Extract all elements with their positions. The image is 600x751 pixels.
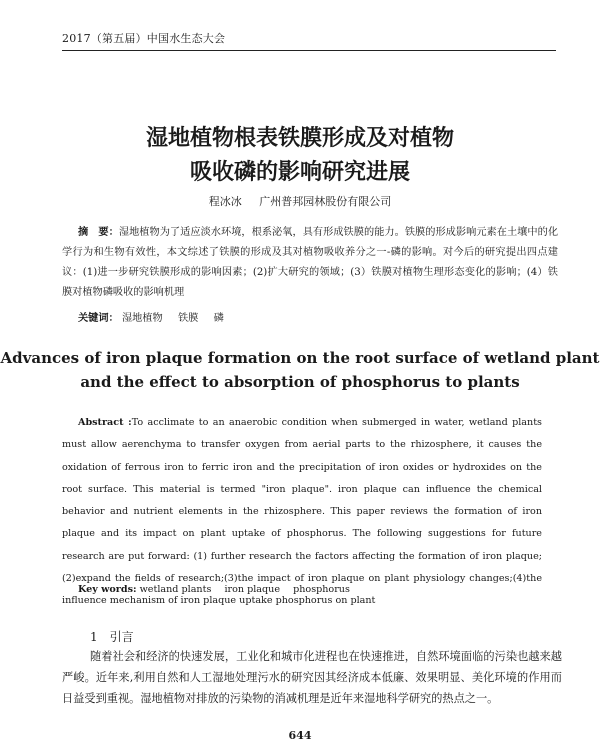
chinese-title (0, 121, 600, 189)
english-abstract-label: Abstract : (78, 417, 132, 428)
running-header: 2017（第五届）中国水生态大会 (62, 32, 226, 45)
english-keyword: iron plaque (224, 584, 281, 595)
chinese-title-line-1: 湿地植物根表铁膜形成及对植物 (145, 125, 454, 151)
english-keywords (78, 584, 360, 595)
author-line (0, 193, 600, 209)
english-title-line-1: Advances of iron plaque formation on the root surface of wetland plant (0, 349, 600, 367)
chinese-keyword: 铁膜 (178, 313, 199, 324)
header-rule (62, 50, 556, 51)
section-number: 1 (90, 630, 98, 644)
chinese-abstract (62, 222, 558, 303)
english-abstract (62, 412, 542, 613)
chinese-abstract-label: 摘 要： (78, 226, 119, 238)
chinese-title-line-2: 吸收磷的影响研究进展 (189, 159, 410, 185)
chinese-keyword: 湿地植物 (122, 313, 163, 324)
introduction-paragraph: 随着社会和经济的快速发展，工业化和城市化进程也在快速推进，自然环境面临的污染也越来越严峻。近年来,利用自然和人工湿地处理污水的研究因其经济成本低廉、效果明显、美化环境的作用而日益受到重视。湿地植物对排放的污染物的消减机理是近年来湿地科学研究的热点之一。 (62, 650, 562, 705)
english-title-line-2: and the effect to absorption of phosphorus to plants (80, 373, 520, 391)
chinese-keyword: 磷 (213, 313, 224, 324)
section-heading-introduction (90, 628, 134, 645)
section-title: 引言 (109, 630, 134, 644)
page-number: 644 (288, 729, 312, 742)
english-keyword: wetland plants (139, 584, 212, 595)
english-keyword: phosphorus (293, 584, 350, 595)
author-affiliation: 广州普邦园林股份有限公司 (259, 195, 392, 208)
english-title (0, 346, 600, 394)
english-keywords-label: Key words: (78, 584, 137, 595)
chinese-abstract-text: 湿地植物为了适应淡水环境，根系泌氧，具有形成铁膜的能力。铁膜的形成影响元素在土壤中的化学行为和生物有效性，本文综述了铁膜的形成及其对植物吸收养分之一-磷的影响。对今后的研究提出四点建议：(1)进一步研究铁膜形成的影响因素；(2)扩大研究的领域；(3）铁膜对植物生理形态变化的影响；(4）铁膜对植物磷吸收的影响机理 (62, 227, 559, 298)
chinese-keywords-label: 关键词： (78, 312, 119, 324)
english-abstract-text: To acclimate to an anaerobic condition when submerged in water, wetland plants must allow aerenchyma to transfer oxygen from aerial parts to the rhizosphere, it causes the oxidation of ferrous iron to ferric iron and the precipitation of iron oxides or hydroxides on the root surface. This material is termed "iron plaque". iron plaque can influence the chemical behavior and nutrient elements in the rhizosphere. This paper reviews the formation of iron plaque and its impact on plant uptake of phosphorus. The following suggestions for future research are put forward: (1) further research the factors affecting the formation of iron plaque;(2)expand the fields of research;(3)the impact of iron plaque on plant physiology changes;(4)the influence mechanism of iron plaque uptake phosphorus on plant (62, 417, 542, 607)
author-name: 程冰冰 (208, 195, 242, 208)
chinese-keywords (78, 309, 236, 324)
